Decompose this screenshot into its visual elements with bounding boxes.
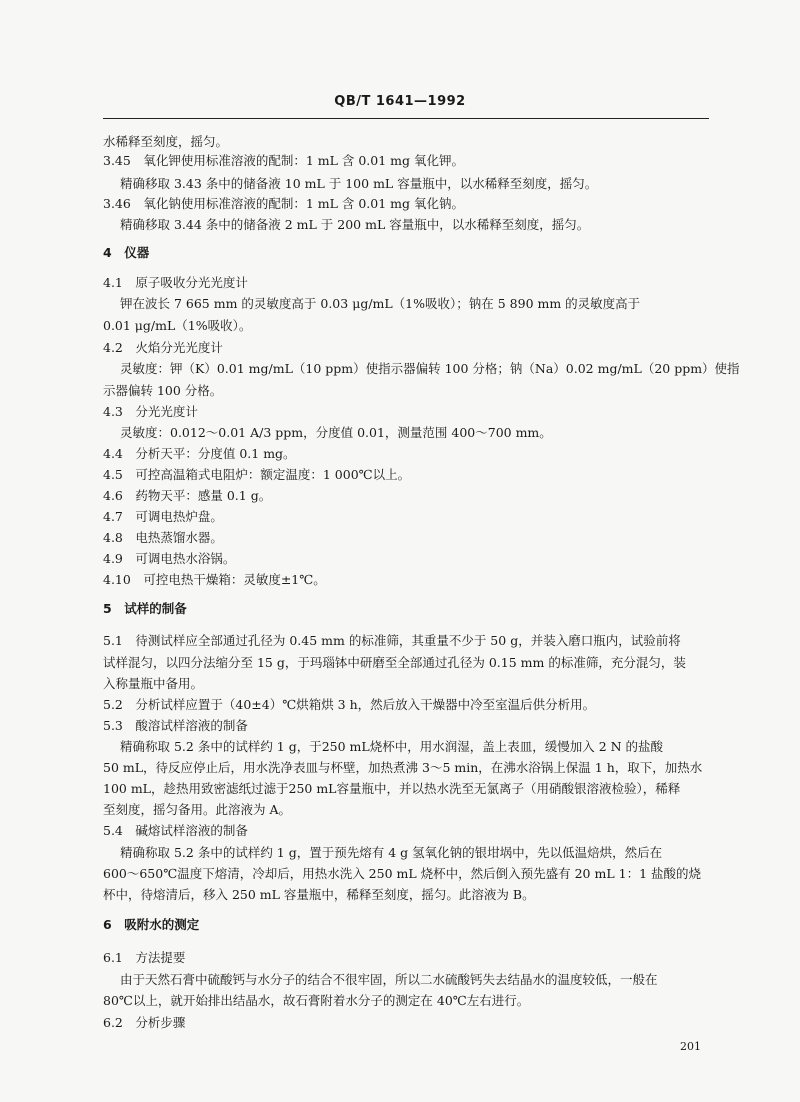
header-rule bbox=[103, 118, 709, 119]
clause-4-8: 4.8 电热蒸馏水器。 bbox=[103, 530, 223, 545]
clause-4-5: 4.5 可控高温箱式电阻炉：额定温度：1 000℃以上。 bbox=[103, 467, 411, 482]
clause-4-3: 4.3 分光光度计 bbox=[103, 404, 198, 419]
clause-4-6: 4.6 药物天平：感量 0.1 g。 bbox=[103, 488, 272, 503]
clause-5-1: 5.1 待测试样应全部通过孔径为 0.45 mm 的标准筛，其重量不少于 50 g，并装入磨口瓶内，试验前将 bbox=[103, 633, 681, 648]
text-line: 由于天然石膏中硫酸钙与水分子的结合不很牢固，所以二水硫酸钙失去结晶水的温度较低，一般在 bbox=[120, 972, 658, 987]
text-line: 钾在波长 7 665 mm 的灵敏度高于 0.03 μg/mL（1%吸收）；钠在 5 890 mm 的灵敏度高于 bbox=[120, 296, 641, 311]
text-line: 600～650℃温度下熔清，冷却后，用热水洗入 250 mL 烧杯中，然后倒入预先盛有 20 mL 1：1 盐酸的烧 bbox=[103, 866, 701, 881]
clause-6-1: 6.1 方法提要 bbox=[103, 950, 186, 965]
page-header: QB/T 1641—1992 bbox=[334, 94, 466, 109]
clause-4-1: 4.1 原子吸收分光光度计 bbox=[103, 275, 248, 290]
section-6-heading: 6 吸附水的测定 bbox=[103, 917, 200, 932]
section-5-heading: 5 试样的制备 bbox=[103, 601, 187, 616]
clause-4-7: 4.7 可调电热炉盘。 bbox=[103, 509, 223, 524]
clause-5-2: 5.2 分析试样应置于（40±4）℃烘箱烘 3 h，然后放入干燥器中冷至室温后供分析用。 bbox=[103, 697, 596, 712]
text-line: 水稀释至刻度，摇匀。 bbox=[103, 134, 229, 149]
clause-5-3: 5.3 酸溶试样溶液的制备 bbox=[103, 718, 248, 733]
text-line: 精确称取 5.2 条中的试样约 1 g，于250 mL烧杯中，用水润湿，盖上表皿，缓慢加入 2 N 的盐酸 bbox=[120, 739, 664, 754]
text-line: 80℃以上，就开始排出结晶水，故石膏附着水分子的测定在 40℃左右进行。 bbox=[103, 993, 530, 1008]
clause-3-45: 3.45 氧化钾使用标准溶液的配制：1 mL 含 0.01 mg 氧化钾。 bbox=[103, 153, 464, 168]
section-4-heading: 4 仪器 bbox=[103, 245, 150, 260]
clause-4-4: 4.4 分析天平：分度值 0.1 mg。 bbox=[103, 446, 296, 461]
page-number: 201 bbox=[680, 1040, 701, 1053]
clause-4-2: 4.2 火焰分光光度计 bbox=[103, 340, 223, 355]
text-line: 试样混匀，以四分法缩分至 15 g，于玛瑙钵中研磨至全部通过孔径为 0.15 mm 的标准筛，充分混匀，装 bbox=[103, 655, 686, 670]
text-line: 杯中，待熔清后，移入 250 mL 容量瓶中，稀释至刻度，摇匀。此溶液为 B。 bbox=[103, 887, 535, 902]
text-line: 灵敏度：0.012～0.01 A/3 ppm，分度值 0.01，测量范围 400～700 mm。 bbox=[120, 425, 552, 440]
clause-3-46: 3.46 氧化钠使用标准溶液的配制：1 mL 含 0.01 mg 氧化钠。 bbox=[103, 196, 464, 211]
text-line: 示器偏转 100 分格。 bbox=[103, 383, 223, 398]
text-line: 精确称取 5.2 条中的试样约 1 g，置于预先熔有 4 g 氢氧化钠的银坩埚中，先以低温焙烘，然后在 bbox=[120, 845, 663, 860]
clause-5-4: 5.4 碱熔试样溶液的制备 bbox=[103, 823, 248, 838]
text-line: 入称量瓶中备用。 bbox=[103, 676, 204, 691]
clause-4-9: 4.9 可调电热水浴锅。 bbox=[103, 551, 236, 566]
text-line: 50 mL，待反应停止后，用水洗净表皿与杯壁，加热煮沸 3～5 min，在沸水浴锅上保温 1 h，取下，加热水 bbox=[103, 760, 703, 775]
text-line: 100 mL，趁热用致密滤纸过滤于250 mL容量瓶中，并以热水洗至无氯离子（用硝酸银溶液检验），稀释 bbox=[103, 781, 681, 796]
clause-6-2: 6.2 分析步骤 bbox=[103, 1015, 186, 1030]
text-line: 精确移取 3.44 条中的储备液 2 mL 于 200 mL 容量瓶中，以水稀释至刻度，摇匀。 bbox=[120, 217, 590, 232]
text-line: 0.01 μg/mL（1%吸收）。 bbox=[103, 318, 252, 333]
text-line: 至刻度，摇匀备用。此溶液为 A。 bbox=[103, 802, 292, 817]
text-line: 灵敏度：钾（K）0.01 mg/mL（10 ppm）使指示器偏转 100 分格；钠（Na）0.02 mg/mL（20 ppm）使指 bbox=[120, 361, 740, 376]
text-line: 精确移取 3.43 条中的储备液 10 mL 于 100 mL 容量瓶中，以水稀释至刻度，摇匀。 bbox=[120, 176, 598, 191]
clause-4-10: 4.10 可控电热干燥箱：灵敏度±1℃。 bbox=[103, 572, 326, 587]
